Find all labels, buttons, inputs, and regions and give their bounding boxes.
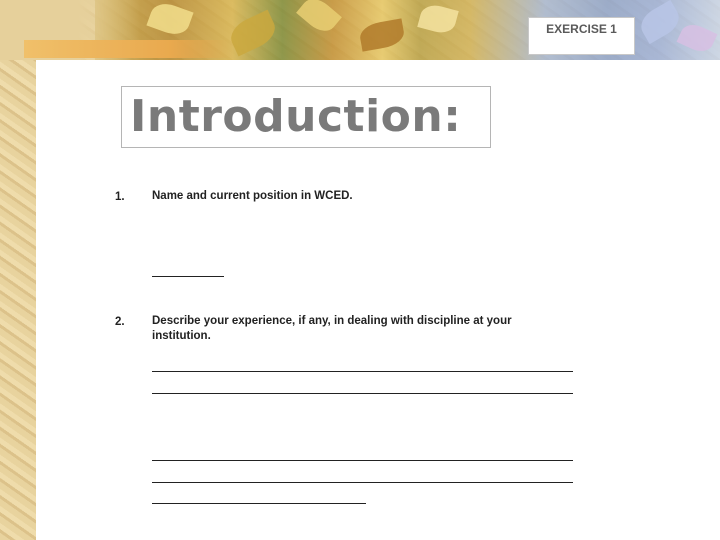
answer-line[interactable] (152, 371, 573, 372)
exercise-label: EXERCISE 1 (528, 17, 635, 55)
question-1-number: 1. (115, 191, 125, 203)
answer-line[interactable] (152, 460, 573, 461)
answer-line[interactable] (152, 393, 573, 394)
page-title: Introduction: (130, 91, 462, 142)
answer-line[interactable] (152, 503, 366, 504)
answer-line[interactable] (152, 482, 573, 483)
answer-line[interactable] (152, 276, 224, 277)
question-2-number: 2. (115, 316, 125, 328)
question-1-text: Name and current position in WCED. (152, 190, 353, 202)
title-box (121, 86, 491, 148)
orange-accent-strip (24, 40, 234, 58)
question-2-text: Describe your experience, if any, in dealing with discipline at your institution. (152, 315, 512, 342)
